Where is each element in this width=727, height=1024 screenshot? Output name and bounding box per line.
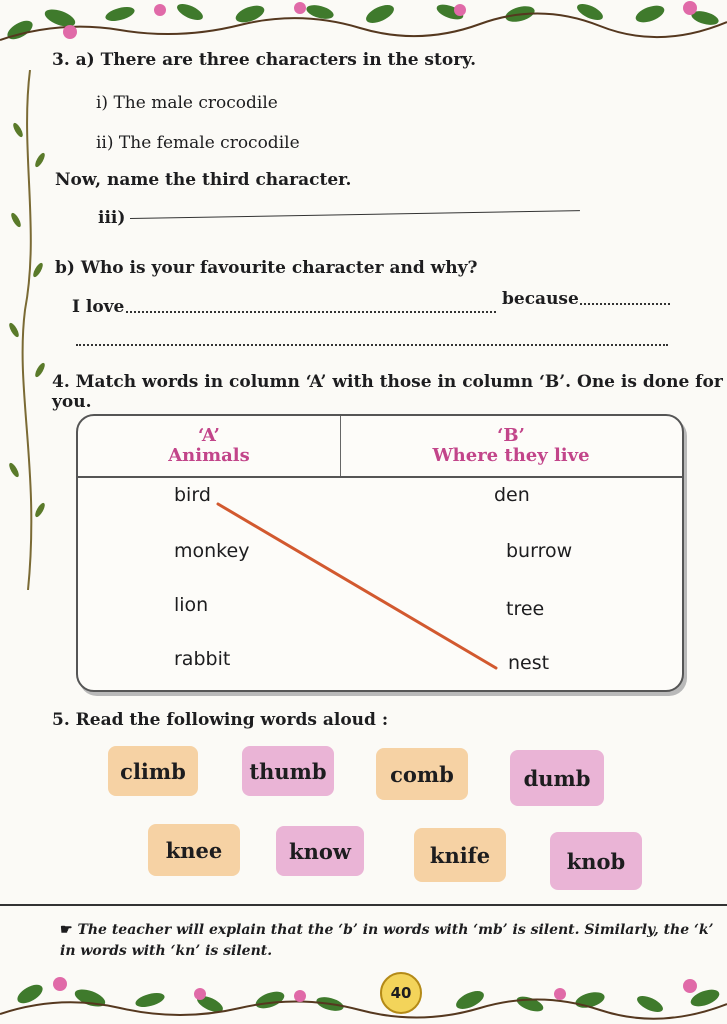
page-number: 40	[380, 972, 422, 1014]
question-4: 4. Match words in column ‘A’ with those in column ‘B’. One is done for you.	[52, 372, 723, 412]
home-nest[interactable]: nest	[508, 652, 550, 674]
question-5: 5. Read the following words aloud :	[52, 710, 389, 730]
question-3a: 3. a) There are three characters in the story.	[52, 50, 476, 70]
word-knob: knob	[550, 832, 642, 890]
column-b-letter: ‘B’	[497, 425, 525, 446]
example-match-line	[78, 416, 682, 690]
match-table	[76, 414, 684, 692]
animal-monkey[interactable]: monkey	[174, 540, 250, 562]
floral-border-bottom	[0, 964, 727, 1024]
i-love-label: I love	[72, 297, 125, 317]
character-2: ii) The female crocodile	[96, 133, 300, 153]
question-3a-prompt: Now, name the third character.	[55, 170, 352, 190]
animal-rabbit[interactable]: rabbit	[174, 648, 231, 670]
pointing-hand-icon: ☛	[60, 922, 78, 938]
home-tree[interactable]: tree	[506, 598, 545, 620]
word-knife: knife	[414, 828, 506, 882]
character-3-label: iii)	[98, 208, 126, 228]
word-climb: climb	[108, 746, 198, 796]
word-knee: knee	[148, 824, 240, 876]
footer-rule	[0, 904, 727, 906]
word-thumb: thumb	[242, 746, 334, 796]
word-know: know	[276, 826, 364, 876]
because-label: because	[502, 289, 579, 309]
teacher-note: ☛ The teacher will explain that the ‘b’ in words with ‘mb’ is silent. Similarly, the ‘k’ in words with ‘kn’ is silent.	[60, 922, 714, 959]
answer-dots-because[interactable]	[580, 303, 670, 305]
home-burrow[interactable]: burrow	[506, 540, 573, 562]
word-dumb: dumb	[510, 750, 604, 806]
answer-dots-reason[interactable]	[76, 344, 668, 346]
animal-lion[interactable]: lion	[174, 594, 209, 616]
vine-decoration	[0, 70, 60, 590]
column-b-title: Where they live	[432, 445, 590, 466]
column-a-title: Animals	[168, 445, 250, 466]
column-a-letter: ‘A’	[198, 425, 220, 446]
answer-line-character[interactable]	[130, 210, 580, 219]
question-3b: b) Who is your favourite character and why?	[55, 258, 478, 278]
answer-dots-favourite[interactable]	[126, 311, 496, 313]
animal-bird[interactable]: bird	[174, 484, 211, 506]
word-comb: comb	[376, 748, 468, 800]
character-1: i) The male crocodile	[96, 93, 278, 113]
home-den[interactable]: den	[494, 484, 530, 506]
